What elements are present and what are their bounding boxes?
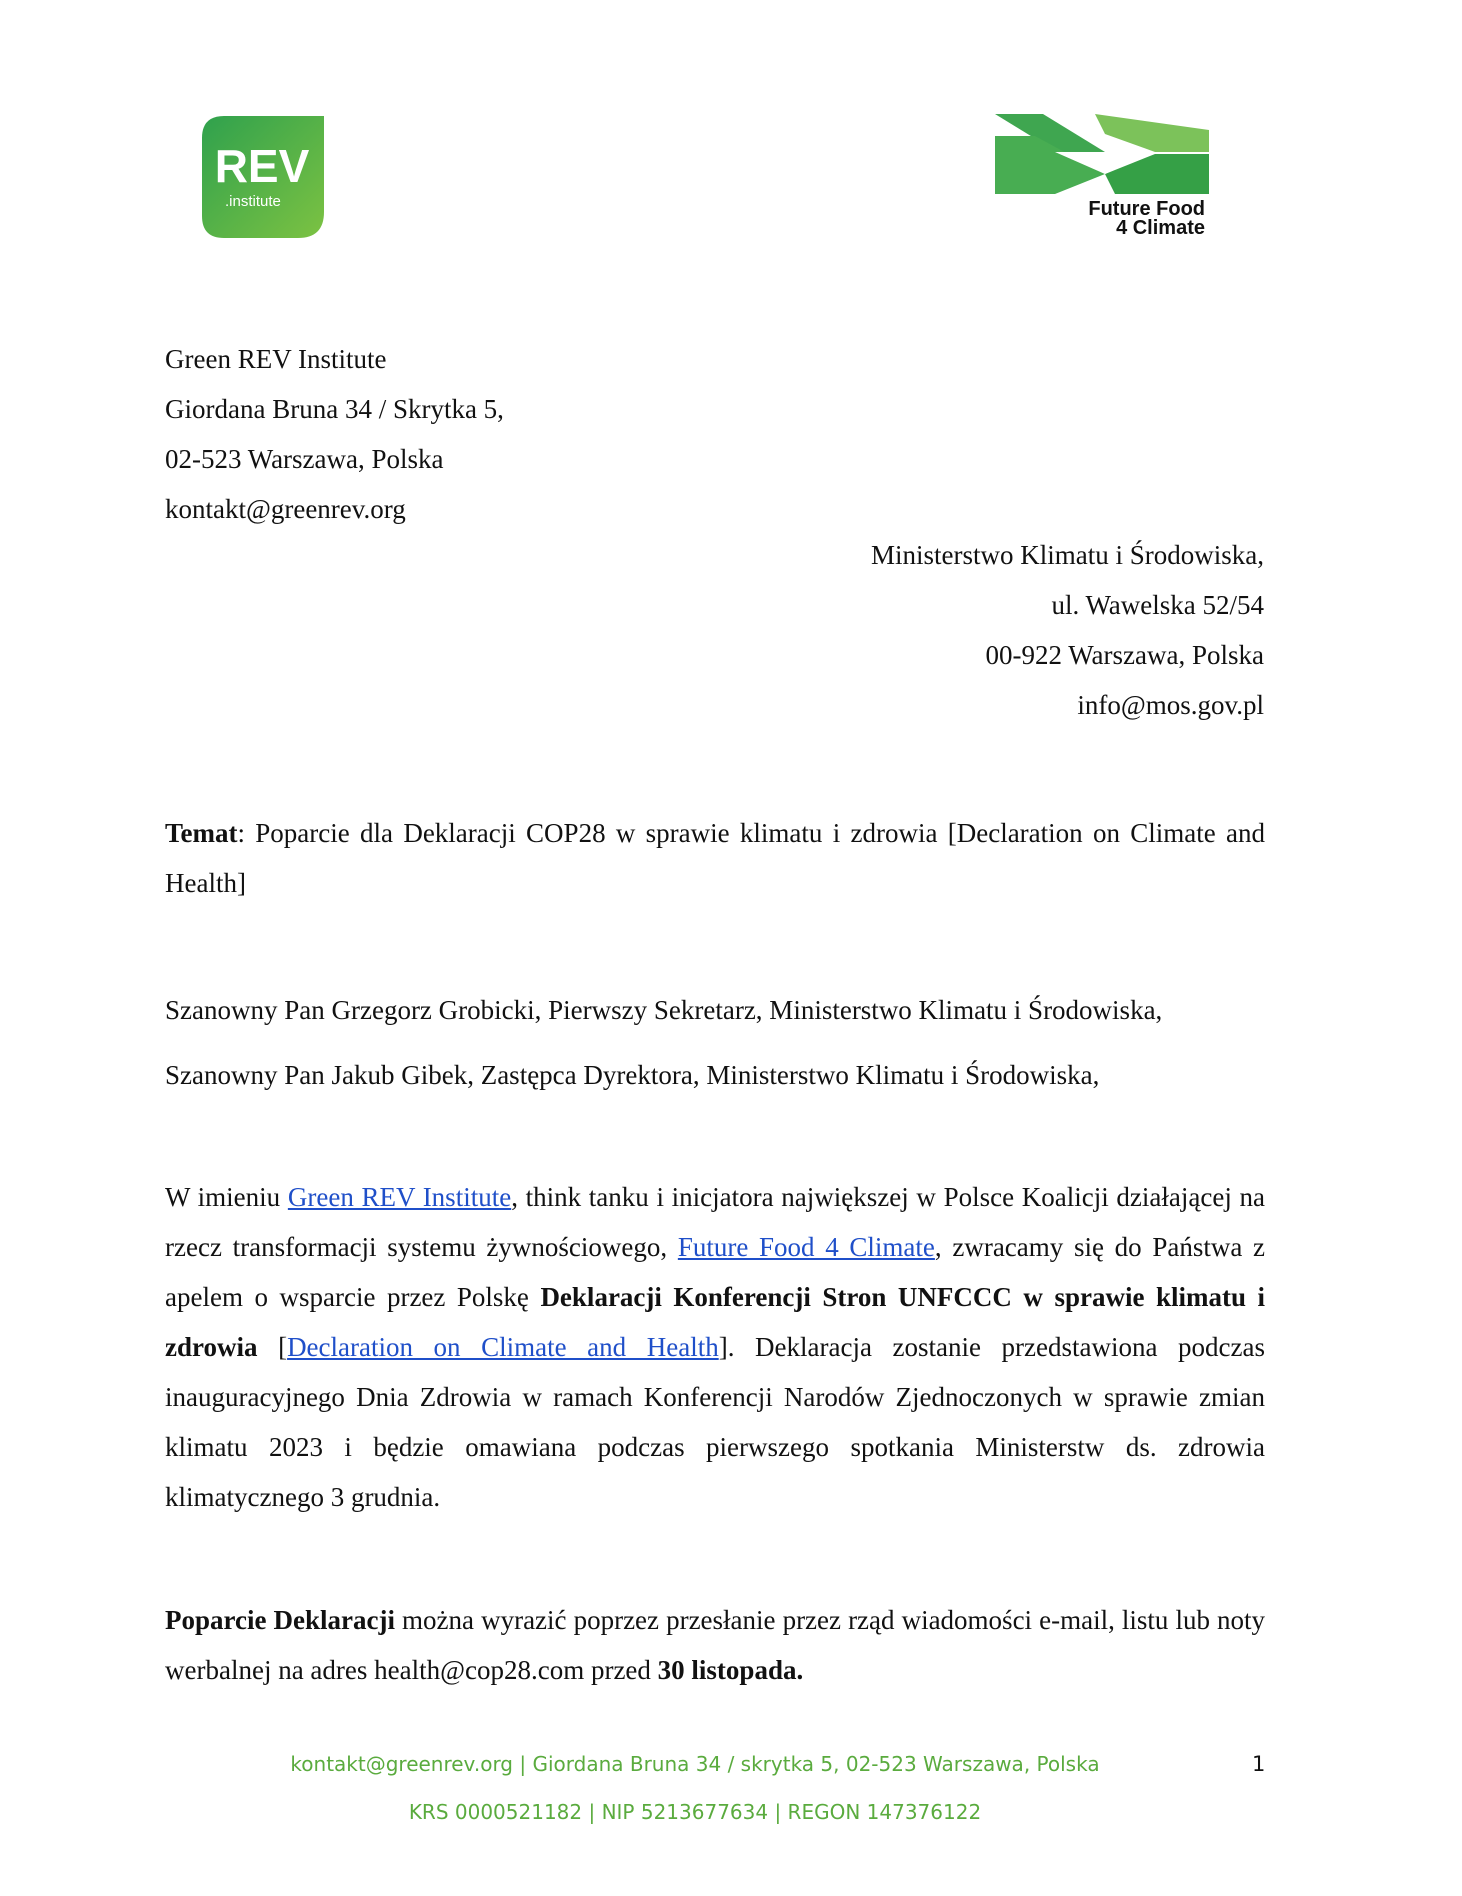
rev-logo-text: REV (214, 140, 310, 192)
sender-city: 02-523 Warszawa, Polska (165, 444, 444, 474)
sender-address (165, 334, 504, 534)
recipient-email: info@mos.gov.pl (1077, 690, 1264, 720)
future-food-4-climate-link[interactable]: Future Food 4 Climate (677, 1232, 935, 1262)
bold-text: Deklaracji Konferencji Stron UNFCCC w sprawie klimatu i zdrowia (165, 1282, 1265, 1362)
subject-text: : Poparcie dla Deklaracji COP28 w sprawie klimatu i zdrowia [Declaration on Climate and Health] (165, 818, 1265, 898)
subject-label: Temat (165, 818, 238, 848)
greeting-1: Szanowny Pan Grzegorz Grobicki, Pierwszy Sekretarz, Ministerstwo Klimatu i Środowiska, (165, 995, 1163, 1025)
text-run: , zwracamy się do Państwa z apelem o wsparcie przez Polskę (165, 1232, 1265, 1312)
declaration-link[interactable]: Declaration on Climate and Health (287, 1332, 719, 1362)
text-run: [ (257, 1332, 288, 1362)
subject-line (165, 808, 1265, 908)
recipient-name: Ministerstwo Klimatu i Środowiska, (871, 540, 1264, 570)
recipient-city: 00-922 Warszawa, Polska (985, 640, 1264, 670)
bold-text: Poparcie Deklaracji (165, 1605, 395, 1635)
rev-institute-logo (202, 116, 324, 238)
text-run: W imieniu (165, 1182, 288, 1212)
ff4c-logo-line2: 4 Climate (1116, 217, 1205, 239)
footer-line-1: kontakt@greenrev.org | Giordana Bruna 34 / skrytka 5, 02-523 Warszawa, Polska (290, 1752, 1100, 1776)
text-run: można wyrazić poprzez przesłanie przez rząd wiadomości e-mail, listu lub noty werbalnej na adres health@cop28.com przed (165, 1605, 1266, 1685)
recipient-street: ul. Wawelska 52/54 (1051, 590, 1264, 620)
body-paragraph-2 (165, 1595, 1265, 1695)
future-food-4-climate-logo (995, 114, 1209, 244)
greeting-2: Szanowny Pan Jakub Gibek, Zastępca Dyrektora, Ministerstwo Klimatu i Środowiska, (165, 1060, 1100, 1090)
green-rev-institute-link[interactable]: Green REV Institute (287, 1182, 512, 1212)
text-run: , think tanku i inicjatora największej w Polsce Koalicji działającej na rzecz transformacji systemu żywnościowego, (165, 1182, 1265, 1262)
text-run: ]. Deklaracja zostanie przedstawiona podczas inauguracyjnego Dnia Zdrowia w ramach Konferencji Narodów Zjednoczonych w sprawie zmian klimatu 2023 i będzie omawiana podczas pierwszego spotkania Ministerstw ds. zdrowia klimatycznego 3 grudnia. (165, 1332, 1265, 1512)
sender-street: Giordana Bruna 34 / Skrytka 5, (165, 394, 504, 424)
rev-logo-subtext: .institute (225, 193, 281, 210)
ff4c-logo-line1: Future Food (1088, 198, 1205, 220)
body-paragraph-1 (165, 1172, 1265, 1522)
sender-name: Green REV Institute (165, 344, 387, 374)
sender-email: kontakt@greenrev.org (165, 494, 406, 524)
page-number: 1 (1252, 1752, 1266, 1776)
bold-text: 30 listopada. (657, 1655, 804, 1685)
recipient-address (871, 530, 1264, 730)
footer-line-2: KRS 0000521182 | NIP 5213677634 | REGON 147376122 (408, 1800, 982, 1824)
